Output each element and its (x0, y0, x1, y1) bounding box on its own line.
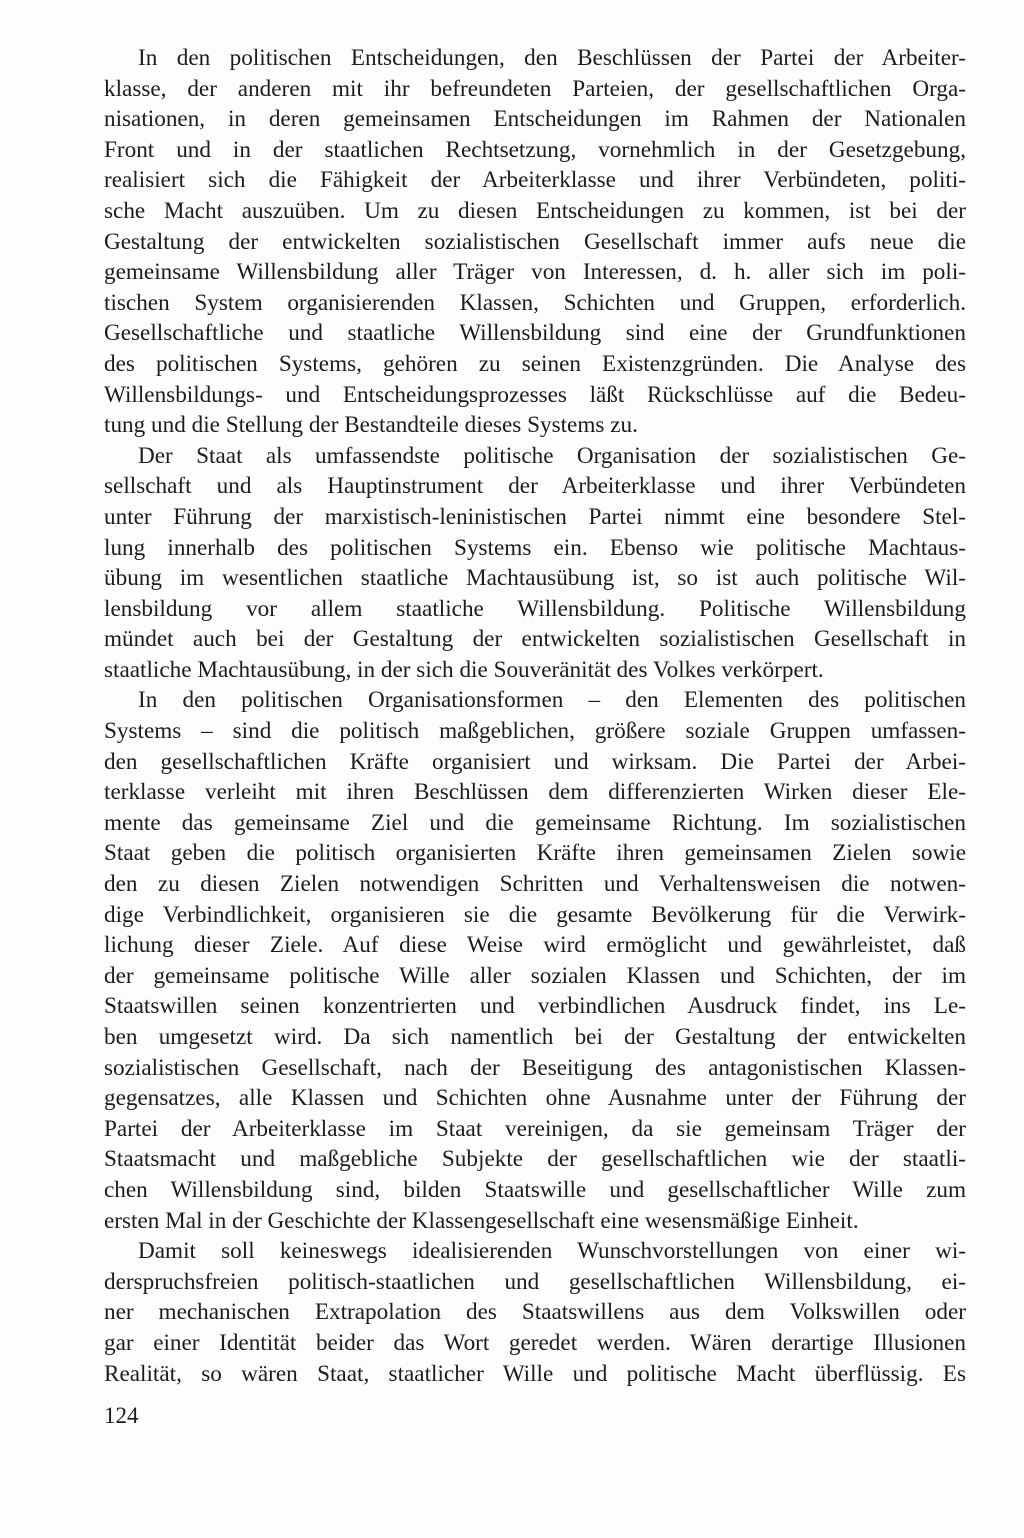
text-line: sche Macht auszuüben. Um zu diesen Entscheidungen zu kommen, ist bei der (104, 197, 966, 224)
text-line: realisiert sich die Fähigkeit der Arbeiterklasse und ihrer Verbündeten, politi- (104, 167, 966, 194)
text-line: Staatswillen seinen konzentrierten und verbindlichen Ausdruck findet, ins Le- (104, 993, 966, 1020)
text-line: Willensbildungs- und Entscheidungsprozesses läßt Rückschlüsse auf die Bedeu- (104, 381, 966, 408)
text-line: klasse, der anderen mit ihr befreundeten Parteien, der gesellschaftlichen Orga- (104, 75, 966, 102)
text-line: Gestaltung der entwickelten sozialistischen Gesellschaft immer aufs neue die (104, 228, 966, 255)
text-line: ersten Mal in der Geschichte der Klassengesellschaft eine wesensmäßige Einheit. (104, 1207, 859, 1234)
text-line: Staat geben die politisch organisierten Kräfte ihren gemeinsamen Zielen sowie (104, 840, 966, 867)
text-line: mündet auch bei der Gestaltung der entwickelten sozialistischen Gesellschaft in (104, 626, 966, 653)
text-line: des politischen Systems, gehören zu seinen Existenzgründen. Die Analyse des (104, 350, 966, 377)
body-text (104, 43, 966, 1389)
text-line: den gesellschaftlichen Kräfte organisiert und wirksam. Die Partei der Arbei- (104, 748, 966, 775)
text-line: Systems – sind die politisch maßgeblichen, größere soziale Gruppen umfassen- (104, 718, 966, 745)
paragraph (104, 43, 966, 441)
text-line: nisationen, in deren gemeinsamen Entscheidungen im Rahmen der Nationalen (104, 106, 966, 133)
text-line: Realität, so wären Staat, staatlicher Wille und politische Macht überflüssig. Es (104, 1360, 966, 1387)
text-line: sozialistischen Gesellschaft, nach der Beseitigung des antagonistischen Klassen- (104, 1054, 966, 1081)
text-line: gar einer Identität beider das Wort geredet werden. Wären derartige Illusionen (104, 1329, 966, 1356)
paragraph (104, 1236, 966, 1389)
text-line: dige Verbindlichkeit, organisieren sie die gesamte Bevölkerung für die Verwirk- (104, 901, 966, 928)
paragraph (104, 685, 966, 1236)
text-line: lichung dieser Ziele. Auf diese Weise wird ermöglicht und gewährleistet, daß (104, 932, 966, 959)
text-line: Front und in der staatlichen Rechtsetzung, vornehmlich in der Gesetzgebung, (104, 136, 966, 163)
text-line: Gesellschaftliche und staatliche Willensbildung sind eine der Grundfunktionen (104, 320, 966, 347)
text-line: der gemeinsame politische Wille aller sozialen Klassen und Schichten, der im (104, 962, 966, 989)
text-line: tung und die Stellung der Bestandteile dieses Systems zu. (104, 412, 638, 439)
text-line: übung im wesentlichen staatliche Machtausübung ist, so ist auch politische Wil- (104, 565, 966, 592)
text-line: In den politischen Organisationsformen – den Elementen des politischen (138, 687, 966, 714)
text-line: Der Staat als umfassendste politische Organisation der sozialistischen Ge- (138, 442, 966, 469)
text-line: staatliche Machtausübung, in der sich die Souveränität des Volkes verkörpert. (104, 656, 824, 683)
text-line: tischen System organisierenden Klassen, Schichten und Gruppen, erforderlich. (104, 289, 966, 316)
page-number: 124 (104, 1403, 139, 1428)
text-line: ner mechanischen Extrapolation des Staatswillens aus dem Volkswillen oder (104, 1299, 966, 1326)
text-line: terklasse verleiht mit ihren Beschlüssen dem differenzierten Wirken dieser Ele- (104, 779, 966, 806)
text-line: In den politischen Entscheidungen, den Beschlüssen der Partei der Arbeiter- (138, 45, 966, 71)
text-line: sellschaft und als Hauptinstrument der Arbeiterklasse und ihrer Verbündeten (104, 473, 966, 500)
text-line: Staatsmacht und maßgebliche Subjekte der gesellschaftlichen wie der staatli- (104, 1146, 966, 1173)
text-line: mente das gemeinsame Ziel und die gemeinsame Richtung. Im sozialistischen (104, 809, 966, 836)
text-line: Partei der Arbeiterklasse im Staat vereinigen, da sie gemeinsam Träger der (104, 1115, 966, 1142)
text-line: gegensatzes, alle Klassen und Schichten ohne Ausnahme unter der Führung der (104, 1085, 966, 1112)
text-line: chen Willensbildung sind, bilden Staatswille und gesellschaftlicher Wille zum (104, 1176, 966, 1203)
text-line: Damit soll keineswegs idealisierenden Wunschvorstellungen von einer wi- (138, 1238, 966, 1265)
paragraph (104, 441, 966, 686)
text-line: unter Führung der marxistisch-leninistischen Partei nimmt eine besondere Stel- (104, 503, 966, 530)
text-line: gemeinsame Willensbildung aller Träger von Interessen, d. h. aller sich im poli- (104, 259, 966, 286)
text-line: ben umgesetzt wird. Da sich namentlich bei der Gestaltung der entwickelten (104, 1024, 966, 1050)
text-line: derspruchsfreien politisch-staatlichen und gesellschaftlichen Willensbildung, ei- (104, 1268, 966, 1295)
text-line: den zu diesen Zielen notwendigen Schritten und Verhaltensweisen die notwen- (104, 871, 966, 898)
text-line: lung innerhalb des politischen Systems ein. Ebenso wie politische Machtaus- (104, 534, 966, 561)
text-line: lensbildung vor allem staatliche Willensbildung. Politische Willensbildung (104, 595, 966, 622)
